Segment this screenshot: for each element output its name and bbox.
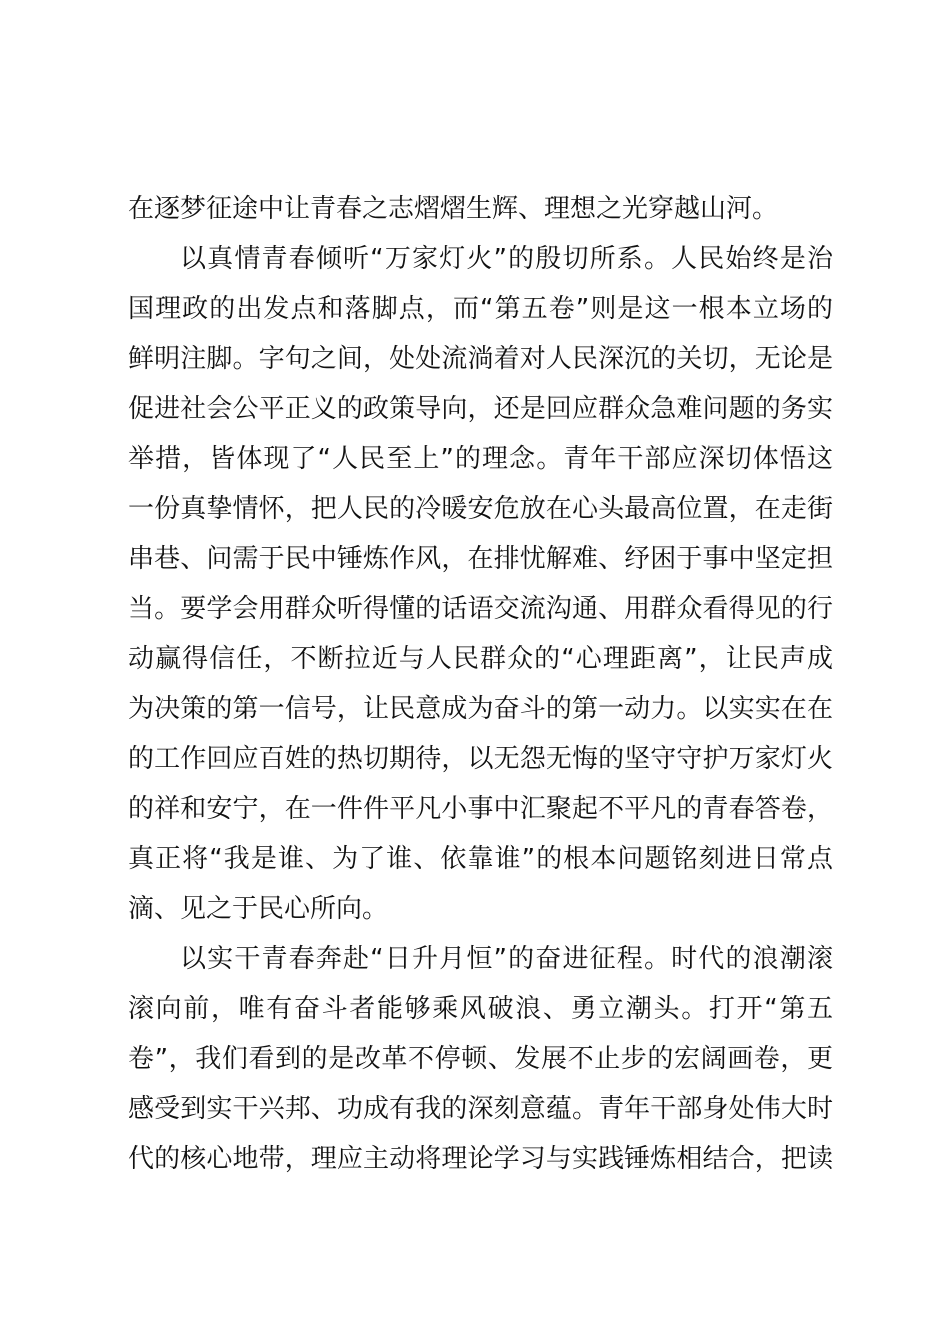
paragraph-people-line: 举措，皆体现了“人民至上”的理念。青年干部应深切体悟这 [128, 444, 833, 474]
paragraph-people-line: 滴、见之于民心所向。 [128, 894, 389, 924]
paragraph-people-line: 国理政的出发点和落脚点，而“第五卷”则是这一根本立场的 [128, 294, 833, 324]
paragraph-people-line: 真正将“我是谁、为了谁、依靠谁”的根本问题铭刻进日常点 [128, 844, 833, 874]
paragraph-continuation-line: 在逐梦征途中让青春之志熠熠生辉、理想之光穿越山河。 [128, 194, 779, 224]
paragraph-people-line: 的祥和安宁，在一件件平凡小事中汇聚起不平凡的青春答卷， [128, 794, 833, 824]
paragraph-action-line: 以实干青春奔赴“日升月恒”的奋进征程。时代的浪潮滚 [180, 944, 833, 974]
paragraph-people-line: 当。要学会用群众听得懂的话语交流沟通、用群众看得见的行 [128, 594, 833, 624]
paragraph-action-line: 代的核心地带，理应主动将理论学习与实践锤炼相结合，把读 [128, 1144, 833, 1174]
paragraph-people-line: 串巷、问需于民中锤炼作风，在排忧解难、纾困于事中坚定担 [128, 544, 833, 574]
paragraph-people-line: 促进社会公平正义的政策导向，还是回应群众急难问题的务实 [128, 394, 833, 424]
body-text [128, 184, 833, 1184]
paragraph-people-line: 的工作回应百姓的热切期待，以无怨无悔的坚守守护万家灯火 [128, 744, 833, 774]
paragraph-action-line: 感受到实干兴邦、功成有我的深刻意蕴。青年干部身处伟大时 [128, 1094, 833, 1124]
paragraph-people-line: 以真情青春倾听“万家灯火”的殷切所系。人民始终是治 [180, 244, 833, 274]
paragraph-people-line: 一份真挚情怀，把人民的冷暖安危放在心头最高位置，在走街 [128, 494, 833, 524]
paragraph-action-line: 卷”，我们看到的是改革不停顿、发展不止步的宏阔画卷，更 [128, 1044, 833, 1074]
paragraph-people-line: 为决策的第一信号，让民意成为奋斗的第一动力。以实实在在 [128, 694, 833, 724]
paragraph-action-line: 滚向前，唯有奋斗者能够乘风破浪、勇立潮头。打开“第五 [128, 994, 833, 1024]
paragraph-people-line: 动赢得信任，不断拉近与人民群众的“心理距离”，让民声成 [128, 644, 833, 674]
paragraph-people-line: 鲜明注脚。字句之间，处处流淌着对人民深沉的关切，无论是 [128, 344, 833, 374]
